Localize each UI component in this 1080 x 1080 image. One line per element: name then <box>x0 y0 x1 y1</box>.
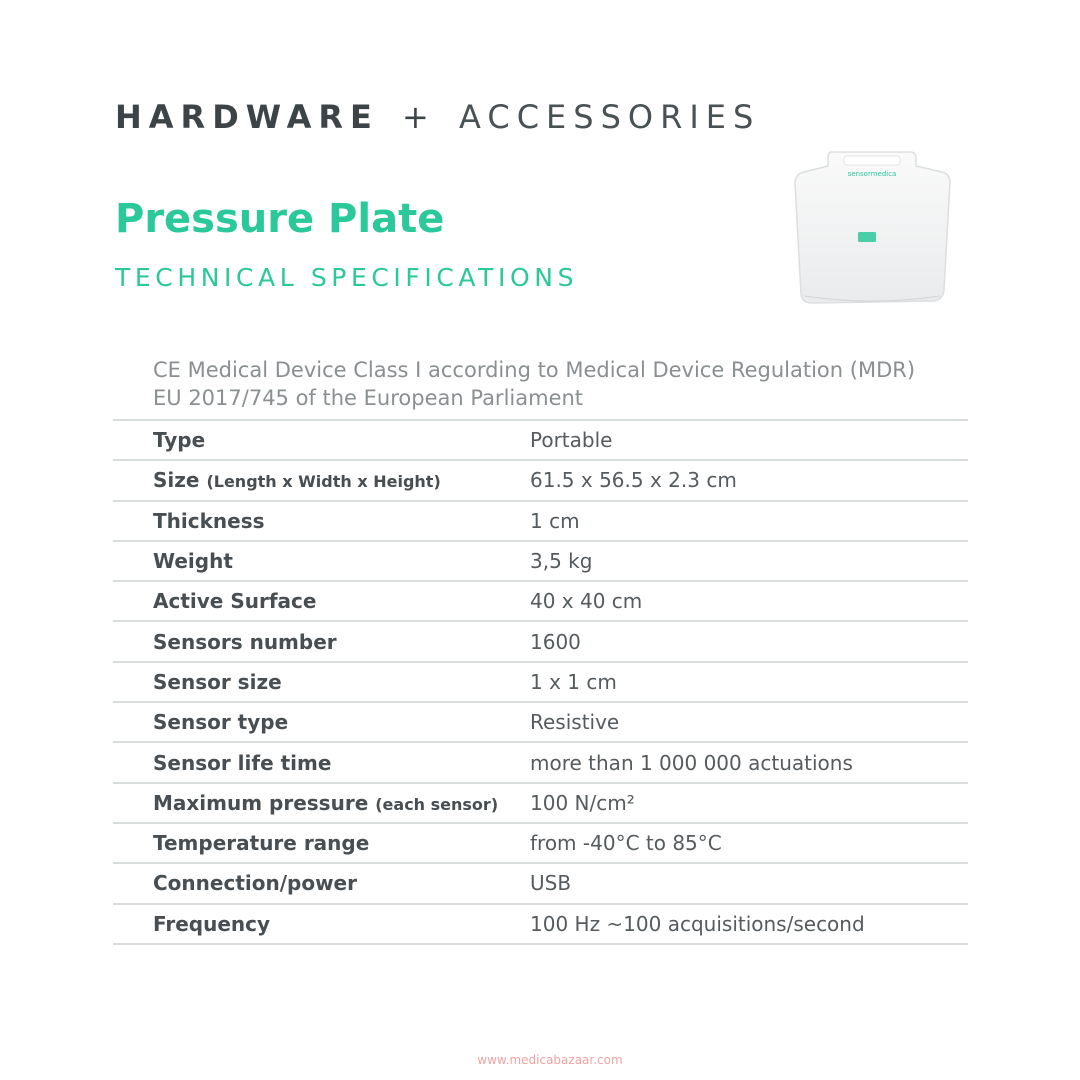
section-header <box>115 98 760 136</box>
page-title: Pressure Plate <box>115 196 445 242</box>
table-row <box>113 743 968 783</box>
header-accessories: ACCESSORIES <box>459 98 761 136</box>
spec-label: Frequency <box>153 911 271 936</box>
spec-value: from -40°C to 85°C <box>530 831 722 856</box>
spec-value: 1600 <box>530 629 581 654</box>
table-row <box>113 502 968 542</box>
spec-label: Type <box>153 428 206 453</box>
spec-value: USB <box>530 871 572 896</box>
watermark-url: www.medicabazaar.com <box>477 1053 623 1067</box>
spec-value: 1 x 1 cm <box>530 669 617 694</box>
spec-value: Portable <box>530 428 613 453</box>
certification-line-1: CE Medical Device Class I according to Medical Device Regulation (MDR) <box>153 358 916 382</box>
spec-value: 3,5 kg <box>530 549 593 574</box>
table-row <box>113 421 968 461</box>
table-row <box>113 784 968 824</box>
spec-value: Resistive <box>530 710 620 735</box>
spec-label: Thickness <box>153 508 265 533</box>
spec-label: Weight <box>153 549 233 574</box>
spec-label: Sensor size <box>153 669 282 694</box>
spec-label: Connection/power <box>153 871 357 896</box>
spec-label: Sensor type <box>153 710 289 735</box>
table-row <box>113 824 968 864</box>
product-logo-text: sensormedica <box>847 170 897 178</box>
table-row <box>113 542 968 582</box>
table-row <box>113 622 968 662</box>
certification-text <box>153 356 973 412</box>
spec-value: 1 cm <box>530 508 580 533</box>
spec-label: Temperature range <box>153 831 370 856</box>
table-row <box>113 461 968 501</box>
table-row <box>113 905 968 945</box>
certification-line-2: EU 2017/745 of the European Parliament <box>153 386 584 410</box>
spec-value: 100 N/cm² <box>530 790 635 815</box>
spec-label: Sensor life time <box>153 750 332 775</box>
spec-value: 61.5 x 56.5 x 2.3 cm <box>530 468 737 493</box>
spec-value: more than 1 000 000 actuations <box>530 750 853 775</box>
spec-label: Size (Length x Width x Height) <box>153 468 441 493</box>
header-hardware: HARDWARE <box>115 98 379 136</box>
spec-label: Active Surface <box>153 589 317 614</box>
table-row <box>113 663 968 703</box>
spec-value: 100 Hz ~100 acquisitions/second <box>530 911 865 936</box>
table-row <box>113 582 968 622</box>
page-subtitle: TECHNICAL SPECIFICATIONS <box>115 263 579 292</box>
pressure-plate-image <box>792 150 952 308</box>
spec-label-note: (Length x Width x Height) <box>206 472 441 492</box>
header-plus: + <box>402 98 436 136</box>
table-row <box>113 703 968 743</box>
spec-value: 40 x 40 cm <box>530 589 643 614</box>
table-row <box>113 864 968 904</box>
specs-table <box>113 421 968 945</box>
spec-label-note: (each sensor) <box>375 794 499 814</box>
spec-label: Maximum pressure (each sensor) <box>153 790 499 815</box>
spec-label: Sensors number <box>153 629 337 654</box>
